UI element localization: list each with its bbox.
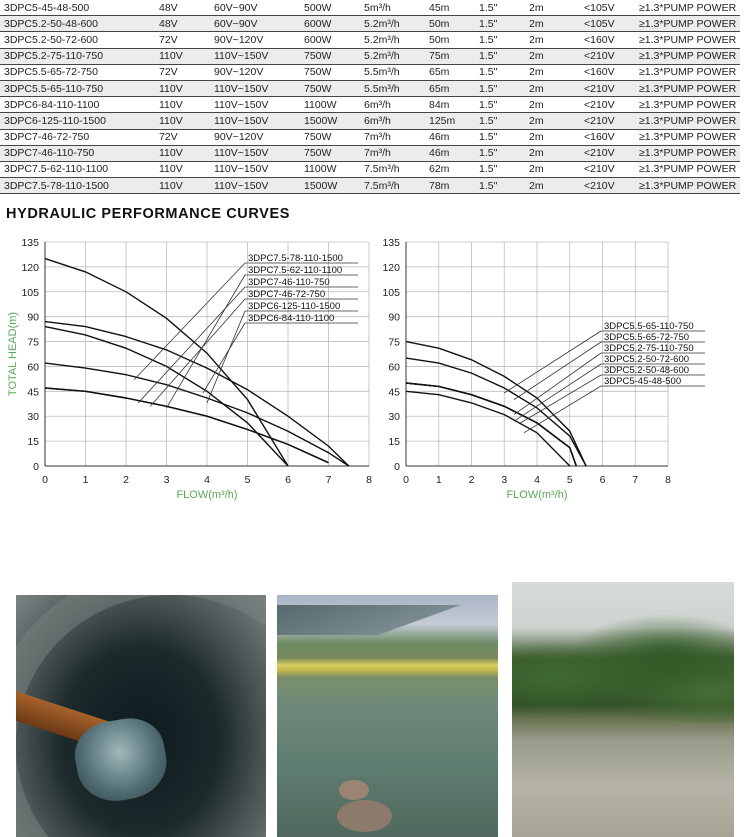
x-tick-label: 5 [244, 474, 251, 486]
spec-cell: ≥1.3*PUMP POWER [639, 163, 737, 176]
spec-row [0, 16, 740, 32]
x-tick-label: 6 [285, 474, 291, 486]
x-tick-label: 2 [123, 474, 129, 486]
spec-row [0, 48, 740, 64]
spec-cell: 60V~90V [214, 17, 258, 30]
spec-cell: 110V~150V [214, 82, 269, 95]
x-tick-label: 4 [534, 474, 540, 486]
legend-leader-line [524, 386, 601, 433]
legend-label: 3DPC5.5-65-110-750 [604, 321, 694, 332]
spec-cell: 72V [159, 66, 178, 79]
spec-table-body [0, 0, 740, 194]
y-tick-label: 105 [382, 286, 400, 299]
legend-label: 3DPC5.2-50-72-600 [604, 354, 690, 365]
spec-cell: 5.2m³/h [364, 33, 400, 46]
legend-label: 3DPC7.5-78-110-1500 [248, 253, 343, 264]
series-curve [406, 383, 576, 466]
spec-cell: <210V [584, 179, 615, 192]
spec-cell: 2m [529, 98, 544, 111]
spec-row [0, 145, 740, 161]
spec-cell: 1.5" [479, 33, 498, 46]
x-tick-label: 4 [204, 474, 210, 486]
spec-cell: 3DPC5.2-50-72-600 [4, 33, 98, 46]
spec-cell: 1.5" [479, 17, 498, 30]
spec-cell: 6m³/h [364, 98, 391, 111]
spec-cell: 5m³/h [364, 1, 391, 14]
spec-cell: 2m [529, 179, 544, 192]
spec-cell: 1.5" [479, 98, 498, 111]
y-axis-title: TOTAL HEAD(m) [7, 311, 19, 397]
legend-label: 3DPC5-45-48-500 [604, 376, 682, 387]
spec-cell: 2m [529, 82, 544, 95]
legend-label: 3DPC6-84-110-1100 [248, 313, 335, 324]
spec-cell: <210V [584, 50, 615, 63]
spec-cell: 45m [429, 1, 450, 14]
spec-cell: 3DPC5-45-48-500 [4, 1, 90, 14]
spec-cell: 1100W [304, 163, 337, 176]
spec-cell: 78m [429, 179, 450, 192]
pond-rock-large [337, 800, 392, 832]
spec-cell: 600W [304, 33, 332, 46]
spec-cell: 2m [529, 66, 544, 79]
performance-chart-right [380, 232, 750, 507]
y-tick-label: 135 [21, 237, 39, 249]
spec-cell: <210V [584, 147, 615, 160]
spec-cell: 2m [529, 17, 544, 30]
spec-cell: 90V~120V [214, 33, 264, 46]
spec-cell: 72V [159, 131, 178, 144]
spec-row [0, 64, 740, 80]
legend-label: 3DPC7-46-110-750 [248, 277, 330, 288]
spec-cell: 72V [159, 33, 178, 46]
legend-label: 3DPC7-46-72-750 [248, 289, 326, 300]
photo-pond [277, 595, 498, 837]
spec-cell: ≥1.3*PUMP POWER [639, 179, 737, 192]
spec-cell: 6m³/h [364, 114, 391, 127]
series-curve [45, 388, 329, 463]
spec-table [0, 0, 740, 194]
spec-cell: 3DPC7-46-72-750 [4, 131, 90, 144]
spec-cell: <105V [584, 1, 615, 14]
spec-cell: 110V [159, 114, 183, 127]
spec-cell: <210V [584, 163, 615, 176]
legend-leader-line [138, 287, 245, 403]
legend-label: 3DPC7.5-62-110-1100 [248, 265, 343, 276]
spec-cell: 750W [304, 131, 332, 144]
legend-leader-line [521, 375, 601, 423]
y-tick-label: 15 [27, 436, 39, 449]
spec-cell: 110V~150V [214, 163, 269, 176]
spec-cell: <210V [584, 114, 615, 127]
spec-cell: 48V [159, 17, 178, 30]
spec-cell: 3DPC6-125-110-1500 [4, 114, 106, 127]
spec-cell: 1.5" [479, 66, 498, 79]
legend-leader-line [150, 299, 245, 406]
spec-cell: <160V [584, 66, 615, 79]
spec-cell: 46m [429, 147, 450, 160]
spec-cell: ≥1.3*PUMP POWER [639, 50, 737, 63]
spec-cell: 1.5" [479, 131, 498, 144]
spec-cell: 3DPC7-46-110-750 [4, 147, 95, 160]
spec-cell: 84m [429, 98, 450, 111]
spec-cell: 110V [159, 82, 183, 95]
river-trees [512, 612, 734, 722]
spec-row [0, 129, 740, 145]
x-tick-label: 0 [42, 474, 48, 486]
section-heading: HYDRAULIC PERFORMANCE CURVES [6, 206, 290, 222]
y-tick-label: 60 [27, 361, 39, 374]
spec-cell: 3DPC5.5-65-72-750 [4, 66, 98, 79]
spec-cell: 7m³/h [364, 147, 391, 160]
spec-cell: 2m [529, 163, 544, 176]
spec-cell: 110V~150V [214, 179, 269, 192]
x-tick-label: 5 [566, 474, 573, 486]
spec-cell: 2m [529, 114, 544, 127]
y-tick-label: 120 [382, 261, 400, 274]
photo-well [16, 595, 266, 837]
spec-cell: 600W [304, 17, 332, 30]
spec-cell: 62m [429, 163, 450, 176]
x-tick-label: 8 [665, 474, 671, 486]
spec-cell: ≥1.3*PUMP POWER [639, 1, 737, 14]
legend-leader-line [203, 323, 245, 393]
spec-cell: 110V~150V [214, 98, 269, 111]
spec-cell: 110V [159, 147, 183, 160]
spec-cell: 1.5" [479, 179, 498, 192]
spec-cell: 3DPC6-84-110-1100 [4, 98, 100, 111]
x-tick-label: 0 [403, 474, 409, 486]
spec-cell: 750W [304, 82, 332, 95]
y-tick-label: 45 [27, 386, 39, 399]
spec-cell: 50m [429, 33, 450, 46]
x-tick-label: 7 [632, 474, 639, 486]
x-tick-label: 3 [501, 474, 508, 486]
spec-cell: 1500W [304, 114, 338, 127]
pond-mountains [277, 605, 498, 635]
y-tick-label: 60 [388, 361, 400, 374]
spec-cell: 5.5m³/h [364, 82, 400, 95]
spec-cell: 500W [304, 1, 332, 14]
spec-cell: 110V [159, 179, 183, 192]
spec-cell: 1.5" [479, 1, 498, 14]
y-tick-label: 0 [394, 461, 400, 473]
x-tick-label: 1 [82, 474, 89, 486]
series-curve [406, 383, 576, 466]
spec-cell: 48V [159, 1, 178, 14]
x-tick-label: 3 [163, 474, 170, 486]
spec-cell: ≥1.3*PUMP POWER [639, 98, 737, 111]
y-tick-label: 15 [388, 436, 400, 449]
spec-row [0, 178, 740, 194]
legend-label: 3DPC5.2-50-48-600 [604, 365, 690, 376]
spec-cell: 3DPC7.5-62-110-1100 [4, 163, 109, 176]
spec-cell: 1.5" [479, 82, 498, 95]
spec-cell: 1.5" [479, 50, 498, 63]
y-tick-label: 90 [388, 311, 400, 324]
spec-row [0, 0, 740, 16]
spec-cell: 50m [429, 17, 450, 30]
performance-chart-left [0, 232, 378, 507]
spec-cell: ≥1.3*PUMP POWER [639, 114, 737, 127]
spec-cell: 3DPC7.5-78-110-1500 [4, 179, 109, 192]
spec-cell: 110V [159, 98, 183, 111]
spec-row [0, 161, 740, 177]
y-tick-label: 0 [33, 461, 39, 473]
spec-cell: ≥1.3*PUMP POWER [639, 33, 737, 46]
spec-cell: 1.5" [479, 147, 498, 160]
y-tick-label: 45 [388, 386, 400, 399]
spec-cell: 1.5" [479, 114, 498, 127]
y-tick-label: 90 [27, 311, 39, 324]
spec-row [0, 97, 740, 113]
spec-cell: 90V~120V [214, 66, 264, 79]
spec-cell: 7m³/h [364, 131, 391, 144]
spec-cell: <160V [584, 33, 615, 46]
spec-cell: <160V [584, 131, 615, 144]
legend-label: 3DPC5.2-75-110-750 [604, 343, 694, 354]
y-tick-label: 75 [388, 336, 400, 349]
spec-cell: 60V~90V [214, 1, 258, 14]
spec-cell: 3DPC5.2-75-110-750 [4, 50, 104, 63]
spec-cell: 5.2m³/h [364, 50, 400, 63]
series-curve [45, 322, 349, 466]
spec-cell: 750W [304, 147, 332, 160]
spec-row [0, 113, 740, 129]
spec-cell: 5.2m³/h [364, 17, 400, 30]
x-tick-label: 2 [468, 474, 475, 486]
y-tick-label: 30 [388, 411, 400, 424]
series-curve [45, 388, 329, 463]
spec-cell: 5.5m³/h [364, 66, 400, 79]
y-tick-label: 120 [21, 261, 39, 274]
spec-cell: 1500W [304, 179, 338, 192]
spec-cell: 2m [529, 33, 544, 46]
pond-rock-small [339, 780, 369, 800]
spec-cell: 110V~150V [214, 147, 269, 160]
spec-cell: 2m [529, 1, 544, 14]
x-axis-title: FLOW(m³/h) [506, 489, 568, 501]
spec-cell: 110V~150V [214, 114, 269, 127]
y-tick-label: 30 [27, 411, 39, 424]
spec-cell: ≥1.3*PUMP POWER [639, 147, 737, 160]
spec-row [0, 80, 740, 96]
y-tick-label: 105 [21, 286, 39, 299]
x-tick-label: 6 [599, 474, 606, 486]
spec-cell: ≥1.3*PUMP POWER [639, 17, 737, 30]
y-tick-label: 75 [27, 336, 39, 349]
spec-cell: 46m [429, 131, 450, 144]
spec-cell: 7.5m³/h [364, 163, 400, 176]
spec-cell: 110V~150V [214, 50, 269, 63]
spec-cell: 1100W [304, 98, 337, 111]
spec-cell: 750W [304, 50, 332, 63]
spec-cell: ≥1.3*PUMP POWER [639, 66, 737, 79]
x-tick-label: 8 [366, 474, 372, 486]
spec-cell: 3DPC5.2-50-48-600 [4, 17, 98, 30]
spec-cell: 110V [159, 163, 183, 176]
spec-cell: 2m [529, 131, 544, 144]
x-tick-label: 1 [435, 474, 442, 486]
spec-cell: 65m [429, 82, 450, 95]
spec-cell: 2m [529, 50, 544, 63]
spec-cell: ≥1.3*PUMP POWER [639, 82, 737, 95]
spec-cell: ≥1.3*PUMP POWER [639, 131, 737, 144]
spec-row [0, 32, 740, 48]
x-axis-title: FLOW(m³/h) [176, 489, 238, 501]
spec-cell: 7.5m³/h [364, 179, 400, 192]
spec-cell: <105V [584, 17, 615, 30]
legend-label: 3DPC5.5-65-72-750 [604, 332, 690, 343]
spec-cell: 3DPC5.5-65-110-750 [4, 82, 104, 95]
spec-cell: 75m [429, 50, 450, 63]
legend-leader-line [514, 353, 601, 415]
x-tick-label: 7 [325, 474, 332, 486]
spec-cell: 90V~120V [214, 131, 264, 144]
spec-cell: 2m [529, 147, 544, 160]
series-curve [406, 383, 576, 466]
y-tick-label: 135 [382, 237, 400, 249]
spec-cell: 125m [429, 114, 456, 127]
spec-cell: 65m [429, 66, 450, 79]
photo-river [512, 582, 734, 837]
spec-cell: 750W [304, 66, 332, 79]
spec-cell: 110V [159, 50, 183, 63]
spec-cell: <210V [584, 82, 615, 95]
legend-label: 3DPC6-125-110-1500 [248, 301, 341, 312]
spec-cell: <210V [584, 98, 615, 111]
spec-cell: 1.5" [479, 163, 498, 176]
